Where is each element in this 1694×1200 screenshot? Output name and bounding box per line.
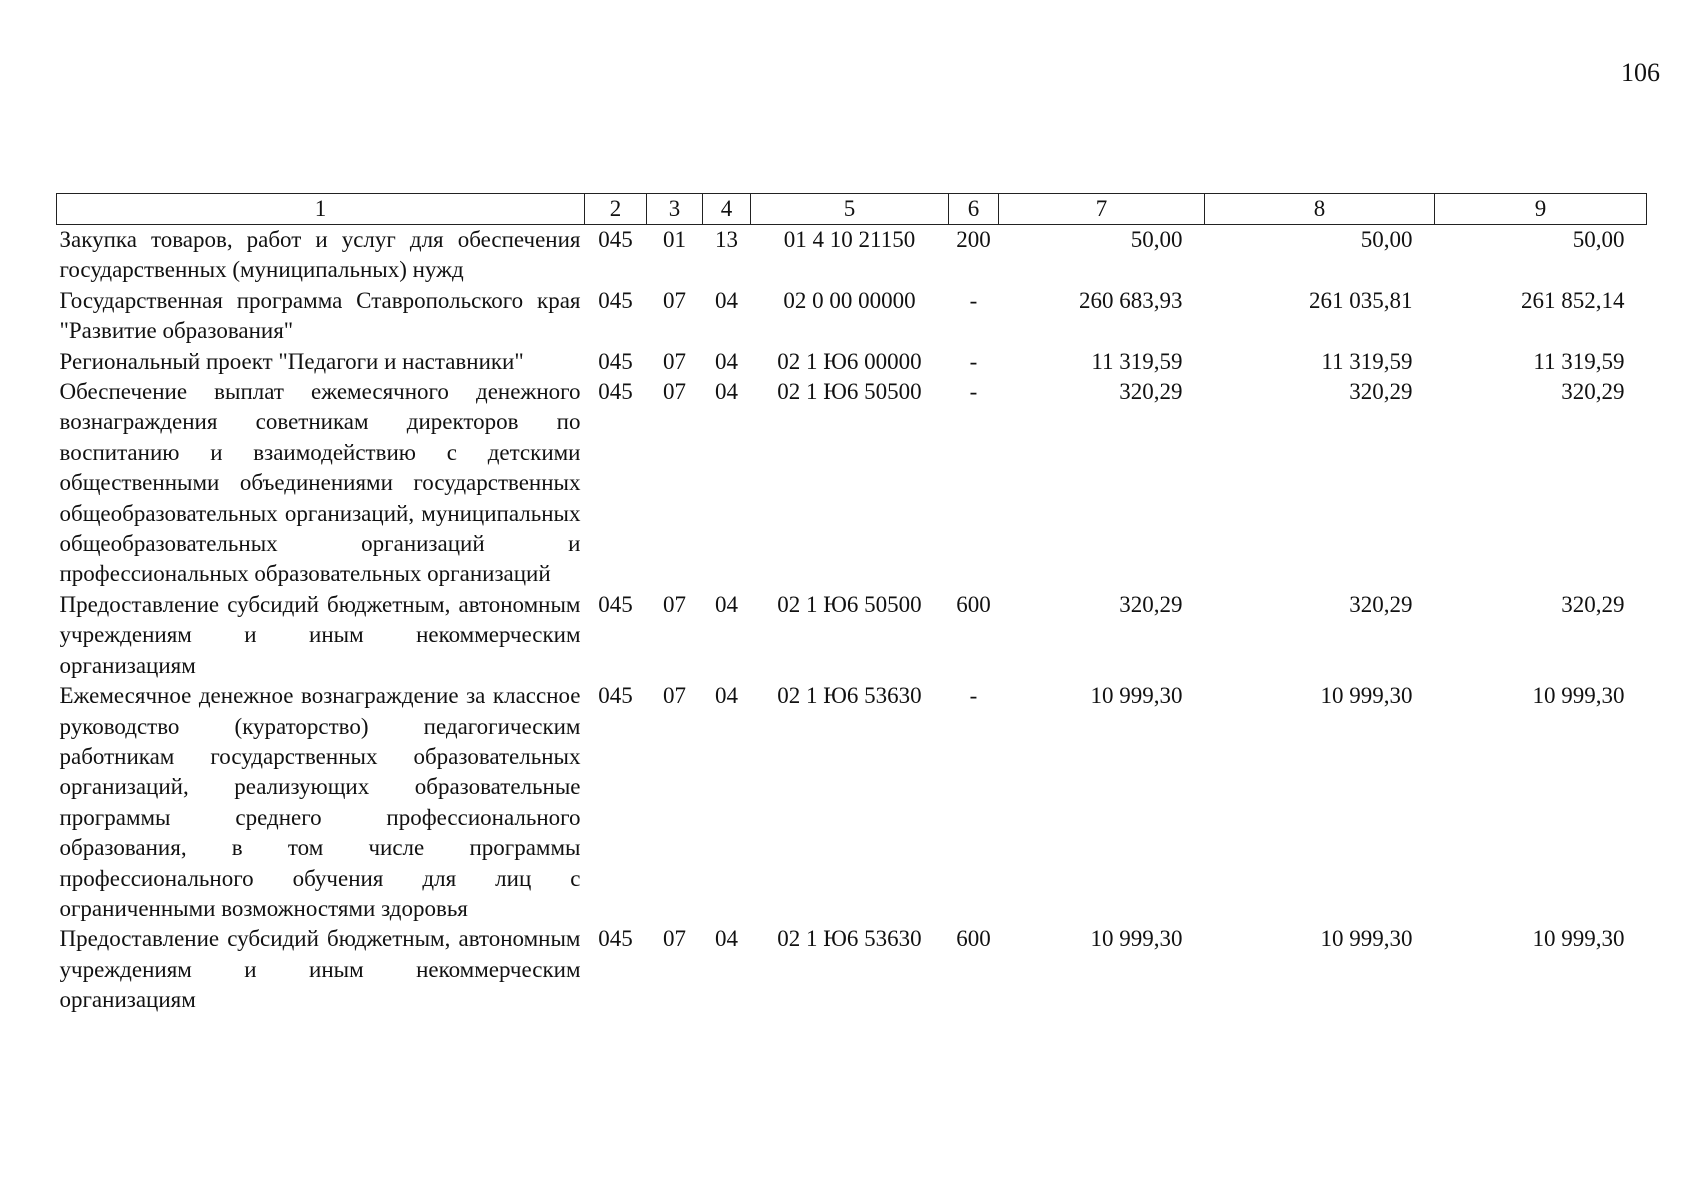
row-name: Предоставление субсидий бюджетным, автономным учреждениям и иным некоммерческим организациям — [59, 926, 581, 1013]
row-expense-type: 600 — [956, 591, 991, 617]
row-subsection-code: 04 — [715, 348, 738, 374]
header-row — [57, 194, 1647, 225]
row-name: Ежемесячное денежное вознаграждение за классное руководство (кураторство) педагогическим работникам государственных образовательных организаций, реализующих образовательные программы среднего профессионального образования, в том числе программы профессионального обучения для лиц с ограниченными возможностями здоровья — [59, 683, 581, 921]
header-col-5: 5 — [751, 194, 949, 225]
row-amount-col9: 261 852,14 — [1521, 287, 1625, 313]
row-amount-col8: 261 035,81 — [1309, 287, 1413, 313]
header-col-9: 9 — [1435, 194, 1647, 225]
row-name: Региональный проект "Педагоги и наставники" — [59, 348, 524, 374]
row-name: Предоставление субсидий бюджетным, автономным учреждениям и иным некоммерческим организациям — [59, 591, 581, 678]
row-ministry-code: 045 — [598, 591, 633, 617]
row-ministry-code: 045 — [598, 379, 633, 405]
row-amount-col9: 10 999,30 — [1532, 926, 1625, 952]
table-body — [57, 225, 1647, 1016]
header-col-2: 2 — [585, 194, 647, 225]
row-target-article: 02 1 Ю6 50500 — [777, 379, 922, 405]
row-amount-col7: 10 999,30 — [1090, 683, 1183, 709]
row-target-article: 01 4 10 21150 — [783, 227, 916, 252]
table-row — [57, 286, 1647, 347]
row-subsection-code: 04 — [715, 287, 738, 313]
row-expense-type: 200 — [956, 227, 991, 252]
table-row — [57, 590, 1647, 681]
row-amount-col8: 10 999,30 — [1320, 683, 1413, 709]
row-amount-col7: 320,29 — [1119, 379, 1183, 405]
table-row — [57, 377, 1647, 590]
row-target-article: 02 1 Ю6 50500 — [777, 591, 922, 617]
row-section-code: 01 — [663, 227, 686, 252]
row-ministry-code: 045 — [598, 348, 633, 374]
table-row — [57, 347, 1647, 377]
table-row — [57, 681, 1647, 924]
table-header — [57, 194, 1647, 225]
row-section-code: 07 — [663, 379, 686, 405]
row-amount-col8: 11 319,59 — [1321, 348, 1413, 374]
row-section-code: 07 — [663, 287, 686, 313]
row-target-article: 02 0 00 00000 — [783, 287, 916, 313]
header-col-6: 6 — [949, 194, 999, 225]
row-name: Обеспечение выплат ежемесячного денежного вознаграждения советникам директоров по воспитанию и взаимодействию с детскими общественными объединениями государственных общеобразовательных организаций, муниципальных общеобразовательных организаций и профессиональных образовательных организаций — [59, 379, 581, 587]
row-amount-col9: 320,29 — [1561, 379, 1625, 405]
row-subsection-code: 04 — [715, 591, 738, 617]
row-amount-col7: 50,00 — [1130, 227, 1183, 252]
row-ministry-code: 045 — [598, 227, 633, 252]
row-name: Государственная программа Ставропольского края "Развитие образования" — [59, 287, 581, 344]
row-section-code: 07 — [663, 926, 686, 952]
row-amount-col7: 260 683,93 — [1079, 287, 1183, 313]
row-amount-col8: 10 999,30 — [1320, 926, 1413, 952]
header-col-1: 1 — [57, 194, 585, 225]
row-amount-col7: 320,29 — [1119, 591, 1183, 617]
row-section-code: 07 — [663, 348, 686, 374]
row-name: Закупка товаров, работ и услуг для обеспечения государственных (муниципальных) нужд — [59, 227, 581, 283]
row-ministry-code: 045 — [598, 683, 633, 709]
row-ministry-code: 045 — [598, 926, 633, 952]
row-target-article: 02 1 Ю6 53630 — [777, 683, 922, 709]
row-expense-type: 600 — [956, 926, 991, 952]
row-amount-col9: 50,00 — [1572, 227, 1625, 252]
row-amount-col9: 320,29 — [1561, 591, 1625, 617]
header-col-8: 8 — [1205, 194, 1435, 225]
row-subsection-code: 04 — [715, 926, 738, 952]
row-amount-col8: 50,00 — [1360, 227, 1413, 252]
table-row — [57, 924, 1647, 1015]
row-amount-col8: 320,29 — [1349, 379, 1413, 405]
row-subsection-code: 04 — [715, 379, 738, 405]
row-section-code: 07 — [663, 591, 686, 617]
row-amount-col8: 320,29 — [1349, 591, 1413, 617]
row-amount-col7: 10 999,30 — [1090, 926, 1183, 952]
row-expense-type: - — [969, 287, 978, 313]
row-subsection-code: 04 — [715, 683, 738, 709]
page-number: 106 — [1621, 58, 1660, 87]
row-expense-type: - — [969, 348, 978, 374]
row-section-code: 07 — [663, 683, 686, 709]
header-col-7: 7 — [999, 194, 1205, 225]
header-col-4: 4 — [703, 194, 751, 225]
row-amount-col7: 11 319,59 — [1091, 348, 1183, 374]
header-col-3: 3 — [647, 194, 703, 225]
row-target-article: 02 1 Ю6 53630 — [777, 926, 922, 952]
row-amount-col9: 10 999,30 — [1532, 683, 1625, 709]
row-subsection-code: 13 — [715, 227, 738, 252]
row-target-article: 02 1 Ю6 00000 — [777, 348, 922, 374]
row-amount-col9: 11 319,59 — [1533, 348, 1625, 374]
table-row — [57, 225, 1647, 286]
row-expense-type: - — [969, 683, 978, 709]
budget-table — [56, 193, 1647, 1016]
row-expense-type: - — [969, 379, 978, 405]
row-ministry-code: 045 — [598, 287, 633, 313]
